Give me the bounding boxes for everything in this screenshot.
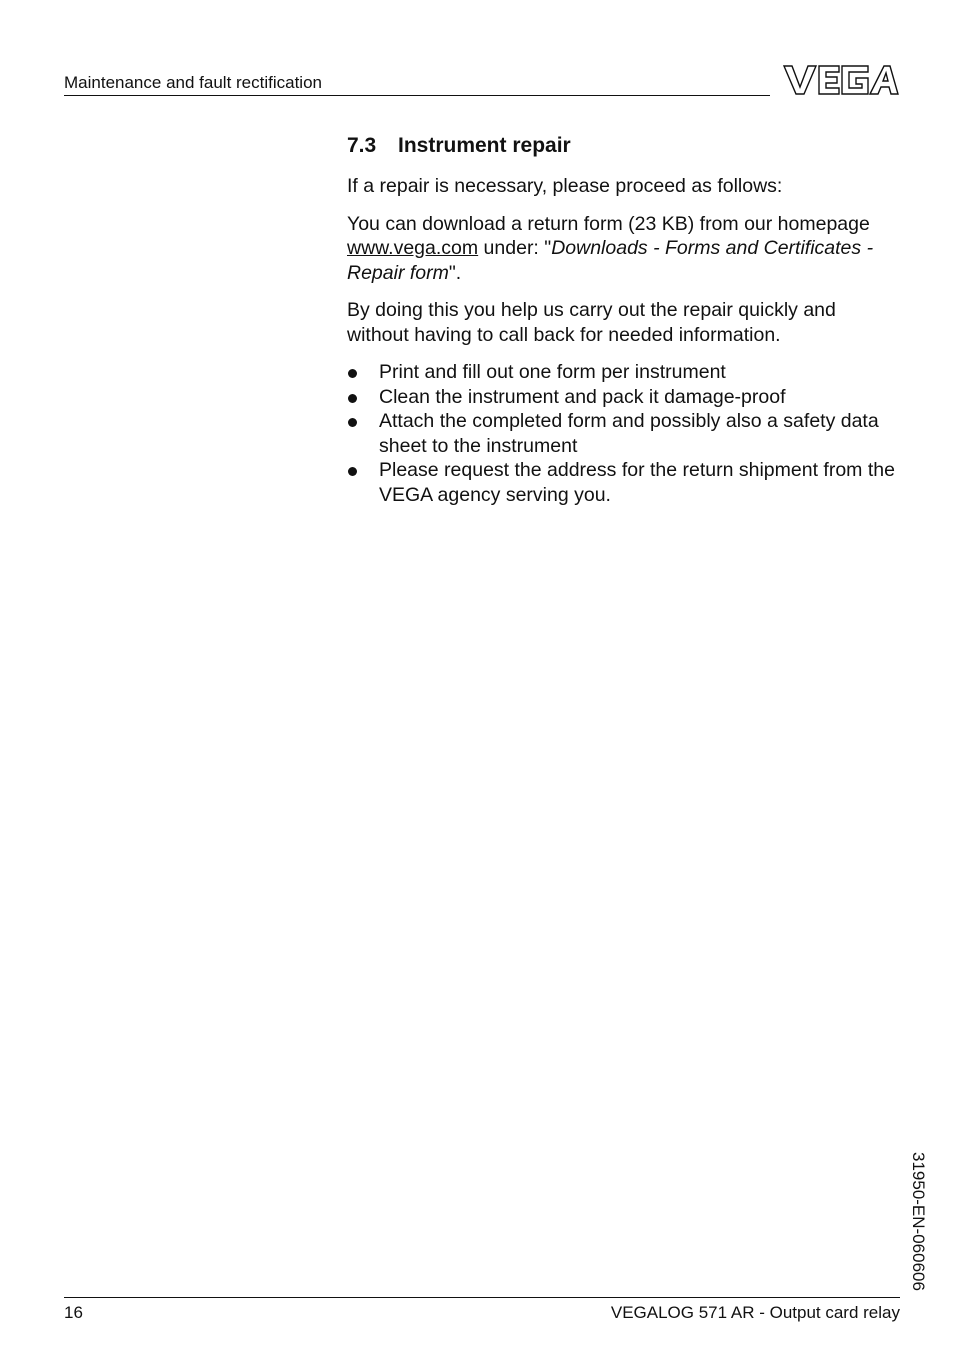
list-item xyxy=(347,409,903,458)
section-heading xyxy=(347,132,903,160)
intro-paragraph: If a repair is necessary, please proceed as follows: xyxy=(347,175,783,197)
homepage-link[interactable]: www.vega.com xyxy=(347,237,479,259)
download-text-3: ". xyxy=(448,261,462,284)
list-item-text: Print and fill out one form per instrument xyxy=(379,361,726,383)
download-text-1: You can download a return form (23 KB) from our homepage xyxy=(347,212,870,235)
download-paragraph xyxy=(347,212,903,286)
header-rule xyxy=(64,95,770,96)
benefit-paragraph: By doing this you help us carry out the repair quickly and without having to call back for needed information. xyxy=(347,299,836,346)
bullet-dot-icon xyxy=(348,418,357,427)
bullet-dot-icon xyxy=(348,467,357,476)
document-code: 31950-EN-060606 xyxy=(909,1152,928,1291)
footer-document-title: VEGALOG 571 AR - Output card relay xyxy=(610,1303,900,1322)
list-item xyxy=(347,385,903,410)
bullet-dot-icon xyxy=(348,394,357,403)
download-path: Downloads - Forms and Certificates - Repair form xyxy=(347,237,874,284)
document-code-vertical xyxy=(907,1152,929,1302)
section-title: Instrument repair xyxy=(398,134,571,157)
list-item xyxy=(347,360,903,385)
section-number: 7.3 xyxy=(347,134,377,157)
page-number: 16 xyxy=(64,1303,83,1322)
list-item-text: Attach the completed form and possibly also a safety data sheet to the instrument xyxy=(379,410,879,457)
vega-logo xyxy=(782,63,900,97)
running-header: Maintenance and fault rectification xyxy=(64,73,322,92)
bullet-dot-icon xyxy=(348,369,357,378)
list-item-text: Clean the instrument and pack it damage-proof xyxy=(379,385,786,408)
footer-rule xyxy=(64,1297,900,1298)
download-text-2: under: " xyxy=(478,237,552,259)
list-item xyxy=(347,458,903,507)
main-content xyxy=(347,132,903,507)
repair-steps-list xyxy=(347,360,903,507)
list-item-text: Please request the address for the return shipment from the VEGA agency serving you. xyxy=(379,459,895,506)
